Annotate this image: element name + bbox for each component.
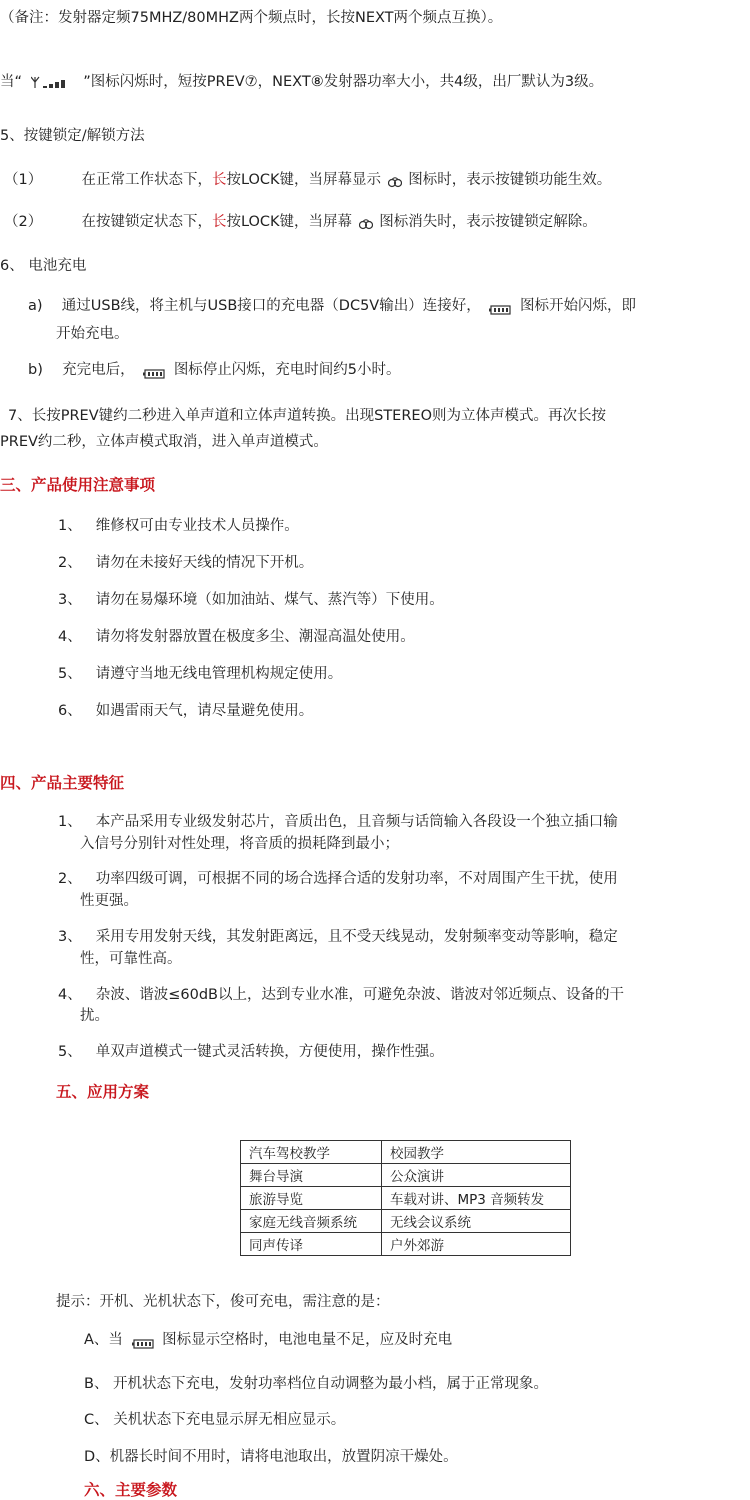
item-text: 如遇雷雨天气，请尽量避免使用。 [95,703,314,719]
item-text: 充完电后， [62,362,135,378]
table-row [241,1141,571,1164]
section6-item-a [28,296,636,316]
tip-text: 图标显示空格时，电池电量不足，应及时充电 [162,1332,453,1348]
notes-item [58,516,299,536]
features-item-cont: 扰。 [80,1008,109,1024]
power-line-prefix: 当“ [0,74,23,90]
section6-item-b [28,360,401,380]
item-number: b) [28,362,43,378]
item-number: a) [28,298,43,314]
table-cell: 校园教学 [382,1141,571,1164]
item-number: 5、 [58,666,82,682]
battery-icon [489,301,511,311]
applications-heading: 五、应用方案 [56,1083,150,1101]
section6-item-a-cont: 开始充电。 [56,326,129,342]
table-cell: 户外郊游 [382,1233,571,1256]
item-number: （2） [4,214,43,230]
item-text: 在正常工作状态下， [81,172,212,188]
power-line-suffix: ”图标闪烁时，短按PREV⑦，NEXT⑧发射器功率大小，共4级，出厂默认为3级。 [83,74,604,90]
item-text: 杂波、谐波≤60dB以上，达到专业水准，可避免杂波、谐波对邻近频点、设备的干 [95,987,624,1003]
item-text: 图标时，表示按键锁功能生效。 [408,172,612,188]
item-text: 功率四级可调，可根据不同的场合选择合适的发射功率，不对周围产生干扰，使用 [95,871,618,887]
key-lock-icon [359,216,373,228]
item-text: 在按键锁定状态下， [81,214,212,230]
tip-b: B、 开机状态下充电，发射功率档位自动调整为最小档，属于正常现象。 [84,1376,549,1392]
section7-line2: PREV约二秒，立体声模式取消，进入单声道模式。 [0,434,328,450]
section5-item1 [4,170,611,190]
table-row [241,1210,571,1233]
key-lock-icon [388,174,402,186]
power-level-line [0,72,603,92]
table-cell: 同声传译 [241,1233,382,1256]
section6-title: 6、 电池充电 [0,258,87,274]
table-row [241,1187,571,1210]
item-text: 单双声道模式一键式灵活转换，方便使用，操作性强。 [95,1044,444,1060]
features-item-cont: 性，可靠性高。 [80,951,182,967]
applications-table [240,1140,571,1256]
table-cell: 汽车驾校教学 [241,1141,382,1164]
table-cell: 公众演讲 [382,1164,571,1187]
note-line: （备注：发射器定频75MHZ/80MHZ两个频点时，长按NEXT两个频点互换）。 [0,10,503,26]
section5-item2 [4,212,597,232]
item-number: 4、 [58,629,82,645]
tip-c: C、 关机状态下充电显示屏无相应显示。 [84,1412,346,1428]
highlight-text: 长 [211,172,227,188]
item-number: 1、 [58,518,82,534]
features-item-cont: 性更强。 [80,893,138,909]
battery-icon [143,365,165,375]
item-text: 请勿在未接好天线的情况下开机。 [95,555,314,571]
features-item [58,927,618,947]
table-cell: 舞台导演 [241,1164,382,1187]
table-cell: 家庭无线音频系统 [241,1210,382,1233]
item-number: 2、 [58,871,82,887]
signal-strength-icon [31,75,75,89]
table-cell: 车载对讲、MP3 音频转发 [382,1187,571,1210]
item-text: 图标消失时，表示按键锁定解除。 [379,214,597,230]
item-text: 请勿将发射器放置在极度多尘、潮湿高温处使用。 [95,629,415,645]
item-text: 维修权可由专业技术人员操作。 [95,518,299,534]
notes-item [58,627,415,647]
item-text: 通过USB线，将主机与USB接口的充电器（DC5V输出）连接好， [61,298,481,314]
item-text: 采用专用发射天线，其发射距离远，且不受天线晃动，发射频率变动等影响，稳定 [95,929,618,945]
item-number: （1） [4,172,43,188]
notes-item [58,664,342,684]
item-text: 按LOCK键，当屏幕显示 [226,172,382,188]
item-number: 5、 [58,1044,82,1060]
battery-icon [132,1335,154,1345]
parameters-heading: 六、主要参数 [84,1481,178,1499]
features-item-cont: 入信号分别针对性处理，将音质的损耗降到最小； [80,836,399,852]
tip-prefix: A、当 [84,1332,123,1348]
notes-item [58,590,444,610]
features-item [58,985,624,1005]
table-row [241,1164,571,1187]
features-item [58,1042,444,1062]
item-number: 4、 [58,987,82,1003]
highlight-text: 长 [211,214,227,230]
table-cell: 旅游导览 [241,1187,382,1210]
table-cell: 无线会议系统 [382,1210,571,1233]
features-heading: 四、产品主要特征 [0,774,125,792]
notes-heading: 三、产品使用注意事项 [0,476,156,494]
item-number: 3、 [58,592,82,608]
tip-d: D、机器长时间不用时，请将电池取出，放置阴凉干燥处。 [84,1449,458,1465]
notes-item [58,701,313,721]
item-number: 6、 [58,703,82,719]
section5-title: 5、按键锁定/解锁方法 [0,128,145,144]
table-row [241,1233,571,1256]
item-text: 图标开始闪烁，即 [519,298,636,314]
tip-a [84,1330,452,1350]
tips-intro: 提示：开机、光机状态下，俊可充电，需注意的是： [56,1294,390,1310]
item-number: 1、 [58,814,82,830]
item-text: 按LOCK键，当屏幕 [226,214,353,230]
features-item [58,812,618,832]
item-text: 请遵守当地无线电管理机构规定使用。 [95,666,343,682]
item-number: 3、 [58,929,82,945]
item-text: 请勿在易爆环境（如加油站、煤气、蒸汽等）下使用。 [95,592,444,608]
item-text: 图标停止闪烁，充电时间约5小时。 [173,362,401,378]
item-text: 本产品采用专业级发射芯片，音质出色，且音频与话筒输入各段设一个独立插口输 [95,814,618,830]
item-number: 2、 [58,555,82,571]
section7-line1: 7、长按PREV键约二秒进入单声道和立体声道转换。出现STEREO则为立体声模式。再次长按 [8,408,606,424]
features-item [58,869,618,889]
notes-item [58,553,313,573]
